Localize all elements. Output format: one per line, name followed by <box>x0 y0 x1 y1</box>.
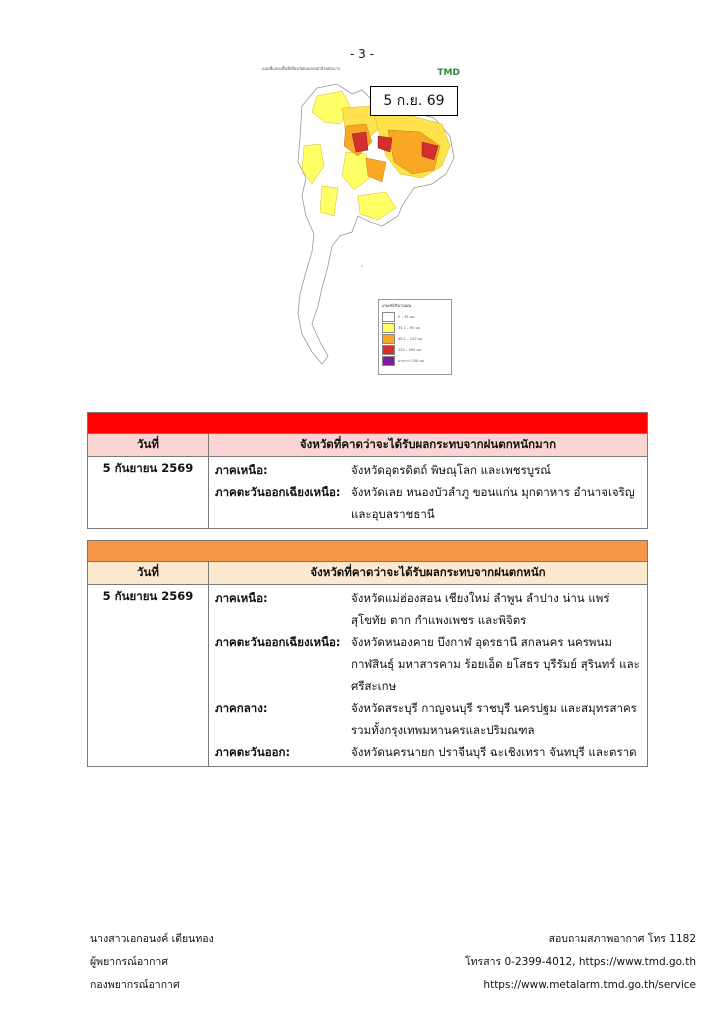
legend-swatch <box>382 356 395 366</box>
legend-swatch <box>382 334 395 344</box>
row-regions <box>209 457 648 529</box>
very-heavy-rain-table <box>87 412 648 529</box>
region-entry <box>215 741 641 763</box>
legend-title: เกณฑ์ปริมาณฝน <box>382 303 412 308</box>
contact-phone: สอบถามสภาพอากาศ โทร 1182 <box>548 933 696 945</box>
region-provinces: จังหวัดอุตรดิตถ์ พิษณุโลก และเพชรบูรณ์ <box>351 463 551 477</box>
legend-item <box>379 333 451 344</box>
map-legend <box>378 299 452 375</box>
legend-swatch <box>382 323 395 333</box>
author-division: กองพยากรณ์อากาศ <box>90 979 180 991</box>
header-title: จังหวัดที่คาดว่าจะได้รับผลกระทบจากฝนตกหนักมาก <box>209 434 648 457</box>
tmd-logo: TMD <box>437 68 460 78</box>
legend-item <box>379 344 451 355</box>
region-name: ภาคตะวันออกเฉียงเหนือ: <box>215 635 341 649</box>
table-header <box>88 562 648 585</box>
severity-bar-red <box>88 413 648 434</box>
legend-swatch <box>382 345 395 355</box>
severity-bar-orange <box>88 541 648 562</box>
region-provinces: จังหวัดเลย หนองบัวลำภู ขอนแก่น มุกดาหาร อำนาจเจริญ และอุบลราชธานี <box>351 485 635 521</box>
heavy-rain-table <box>87 540 648 767</box>
footer-author <box>90 928 214 997</box>
region-name: ภาคกลาง: <box>215 701 268 715</box>
region-name: ภาคตะวันออก: <box>215 745 291 759</box>
legend-item <box>379 355 451 366</box>
map-title: แผนที่แสดงพื้นที่เสี่ยงภัยฝนตกหนักถึงหนักมาก <box>262 66 341 71</box>
region-entry <box>215 587 641 631</box>
region-name: ภาคเหนือ: <box>215 463 268 477</box>
legend-label: มากกว่า 250 มม. <box>398 358 426 363</box>
table-row <box>88 457 648 529</box>
header-date: วันที่ <box>88 434 209 457</box>
legend-label: 35.1 – 90 มม. <box>398 325 422 330</box>
region-provinces: จังหวัดหนองคาย บึงกาฬ อุดรธานี สกลนคร นครพนม กาฬสินธุ์ มหาสารคาม ร้อยเอ็ด ยโสธร บุรีรัมย์ สุรินทร์ และศรีสะเกษ <box>351 635 640 693</box>
table-row <box>88 585 648 767</box>
region-provinces: จังหวัดแม่ฮ่องสอน เชียงใหม่ ลำพูน ลำปาง น่าน แพร่ สุโขทัย ตาก กำแพงเพชร และพิจิตร <box>351 591 610 627</box>
footer-contact <box>465 928 696 997</box>
legend-label: 0 – 35 มม. <box>398 314 416 319</box>
region-provinces: จังหวัดสระบุรี กาญจนบุรี ราชบุรี นครปฐม และสมุทรสาคร รวมทั้งกรุงเทพมหานครและปริมณฑล <box>351 701 637 737</box>
header-date: วันที่ <box>88 562 209 585</box>
header-title: จังหวัดที่คาดว่าจะได้รับผลกระทบจากฝนตกหนัก <box>209 562 648 585</box>
legend-item <box>379 311 451 322</box>
legend-label: 120 – 250 มม. <box>398 347 423 352</box>
row-regions <box>209 585 648 767</box>
contact-service-url[interactable]: https://www.metalarm.tmd.go.th/service <box>483 979 696 991</box>
table-header <box>88 434 648 457</box>
legend-label: 90.1 – 120 มม. <box>398 336 424 341</box>
page-number: - 3 - <box>350 47 374 61</box>
map-date-label: 5 ก.ย. 69 <box>370 86 458 116</box>
region-entry <box>215 631 641 697</box>
region-name: ภาคเหนือ: <box>215 591 268 605</box>
author-role: ผู้พยากรณ์อากาศ <box>90 956 168 968</box>
legend-item <box>379 322 451 333</box>
row-date: 5 กันยายน 2569 <box>88 457 209 529</box>
region-name: ภาคตะวันออกเฉียงเหนือ: <box>215 485 341 499</box>
region-entry <box>215 459 641 481</box>
row-date: 5 กันยายน 2569 <box>88 585 209 767</box>
region-entry <box>215 481 641 525</box>
contact-fax-website: โทรสาร 0-2399-4012, https://www.tmd.go.th <box>465 956 696 968</box>
legend-swatch <box>382 312 395 322</box>
author-name: นางสาวเอกอนงค์ เดียนทอง <box>90 933 214 945</box>
region-entry <box>215 697 641 741</box>
region-provinces: จังหวัดนครนายก ปราจีนบุรี ฉะเชิงเทรา จันทบุรี และตราด <box>351 745 637 759</box>
